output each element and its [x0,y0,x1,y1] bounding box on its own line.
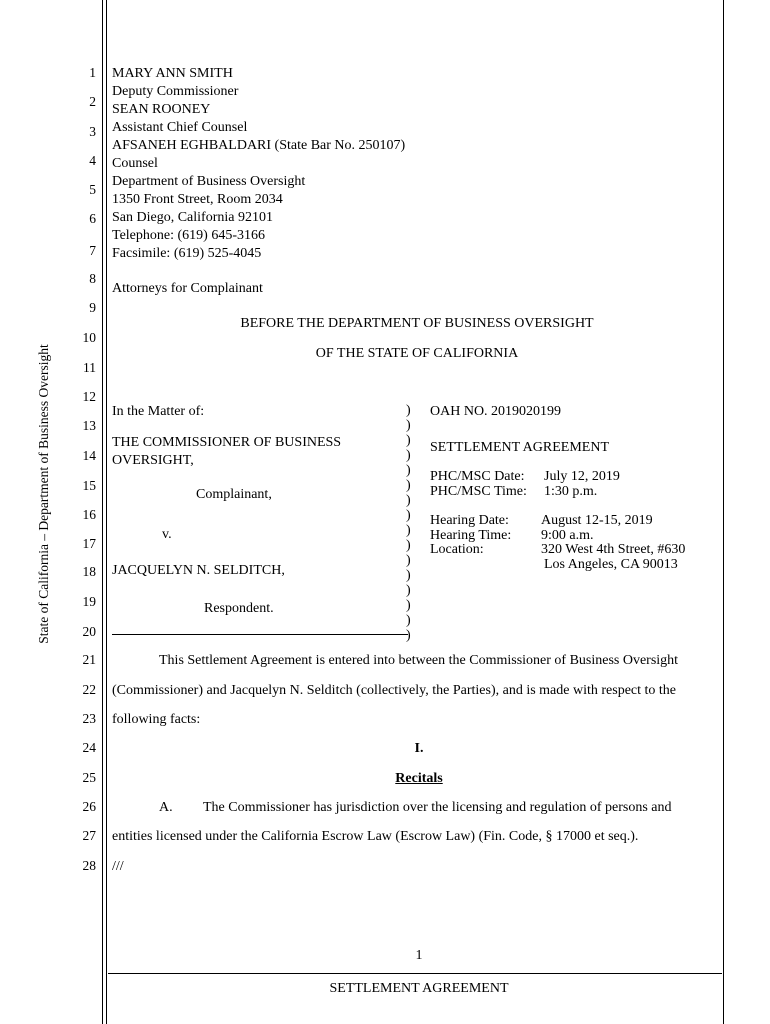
phc-time-label: PHC/MSC Time: [430,484,527,499]
line-number: 1 [89,65,96,80]
line-number: 14 [82,448,96,463]
line-number: 13 [82,418,96,433]
oah-number: OAH NO. 2019020199 [430,404,562,419]
location-label: Location: [430,542,484,557]
section-title: Recitals [395,771,443,786]
body-line: (Commissioner) and Jacquelyn N. Selditch (collectively, the Parties), and is made with respect to the [112,683,676,698]
section-number: I. [414,741,424,756]
page-number: 1 [415,948,423,963]
line-number: 12 [82,389,96,404]
respondent-role: Respondent. [204,601,274,616]
caption-paren: ) [406,628,411,643]
line-number: 6 [89,211,96,226]
caption-paren: ) [406,448,411,463]
body-line: The Commissioner has jurisdiction over the licensing and regulation of persons and [203,800,672,815]
caption-paren: ) [406,493,411,508]
attorney-line: Deputy Commissioner [112,84,239,99]
side-agency-label: State of California – Department of Business Oversight [36,344,51,644]
caption-paren: ) [406,478,411,493]
line-number: 9 [89,300,96,315]
attorney-line: San Diego, California 92101 [112,210,273,225]
attorney-line: Telephone: (619) 645-3166 [112,228,265,243]
line-number: 8 [89,271,96,286]
hearing-time-value: 9:00 a.m. [541,528,594,543]
line-number: 11 [83,360,96,375]
caption-paren: ) [406,523,411,538]
phc-date-label: PHC/MSC Date: [430,469,525,484]
caption-paren: ) [406,553,411,568]
continuation-marker: /// [112,859,124,874]
line-number: 20 [82,624,96,639]
caption-paren: ) [406,418,411,433]
line-number: 22 [82,682,96,697]
caption-paren: ) [406,403,411,418]
hearing-date-value: August 12-15, 2019 [541,513,653,528]
caption-paren: ) [406,568,411,583]
caption-paren: ) [406,433,411,448]
body-line: This Settlement Agreement is entered into between the Commissioner of Business Oversight [159,653,679,668]
line-number: 5 [89,182,96,197]
line-number: 3 [89,124,96,139]
line-number: 17 [82,536,96,551]
line-number: 28 [82,858,96,873]
attorney-line: MARY ANN SMITH [112,66,233,81]
line-number: 4 [89,153,96,168]
hearing-date-label: Hearing Date: [430,513,509,528]
respondent-name: JACQUELYN N. SELDITCH, [112,563,285,578]
location-value-line-2: Los Angeles, CA 90013 [544,557,678,572]
attorney-line: Counsel [112,156,158,171]
line-number: 21 [82,652,96,667]
paragraph-letter: A. [159,800,173,815]
left-margin-rule-inner [106,0,107,1024]
line-number: 23 [82,711,96,726]
right-margin-rule [723,0,724,1024]
attorney-line: Assistant Chief Counsel [112,120,248,135]
caption-paren: ) [406,613,411,628]
versus: v. [162,527,172,542]
court-title-line-2: OF THE STATE OF CALIFORNIA [315,346,519,361]
line-number: 16 [82,507,96,522]
phc-date-value: July 12, 2019 [544,469,620,484]
in-the-matter-of: In the Matter of: [112,404,205,419]
footer-rule [108,973,722,974]
caption-paren: ) [406,508,411,523]
caption-paren: ) [406,598,411,613]
line-number: 24 [82,740,96,755]
caption-underline [112,634,408,635]
caption-paren: ) [406,463,411,478]
court-title-line-1: BEFORE THE DEPARTMENT OF BUSINESS OVERSIGHT [240,316,594,331]
document-title: SETTLEMENT AGREEMENT [430,440,610,455]
line-number: 15 [82,478,96,493]
line-number: 2 [89,94,96,109]
line-number: 27 [82,828,96,843]
line-number: 19 [82,594,96,609]
line-number: 25 [82,770,96,785]
attorneys-for-label: Attorneys for Complainant [112,281,263,296]
location-value-line-1: 320 West 4th Street, #630 [541,542,686,557]
complainant-role: Complainant, [196,487,272,502]
attorney-line: AFSANEH EGHBALDARI (State Bar No. 250107) [112,138,406,153]
attorney-line: Facsimile: (619) 525-4045 [112,246,262,261]
complainant-name-line-2: OVERSIGHT, [112,453,194,468]
left-margin-rule-outer [102,0,103,1024]
attorney-line: SEAN ROONEY [112,102,211,117]
attorney-line: 1350 Front Street, Room 2034 [112,192,283,207]
caption-paren: ) [406,538,411,553]
line-number: 10 [82,330,96,345]
complainant-name-line-1: THE COMMISSIONER OF BUSINESS [112,435,342,450]
body-line: following facts: [112,712,201,727]
line-number: 18 [82,564,96,579]
line-number: 26 [82,799,96,814]
hearing-time-label: Hearing Time: [430,528,512,543]
caption-paren: ) [406,583,411,598]
body-line: entities licensed under the California Escrow Law (Escrow Law) (Fin. Code, § 17000 et seq.). [112,829,639,844]
attorney-line: Department of Business Oversight [112,174,306,189]
footer-document-title: SETTLEMENT AGREEMENT [329,981,509,996]
line-number: 7 [89,243,96,258]
phc-time-value: 1:30 p.m. [544,484,598,499]
